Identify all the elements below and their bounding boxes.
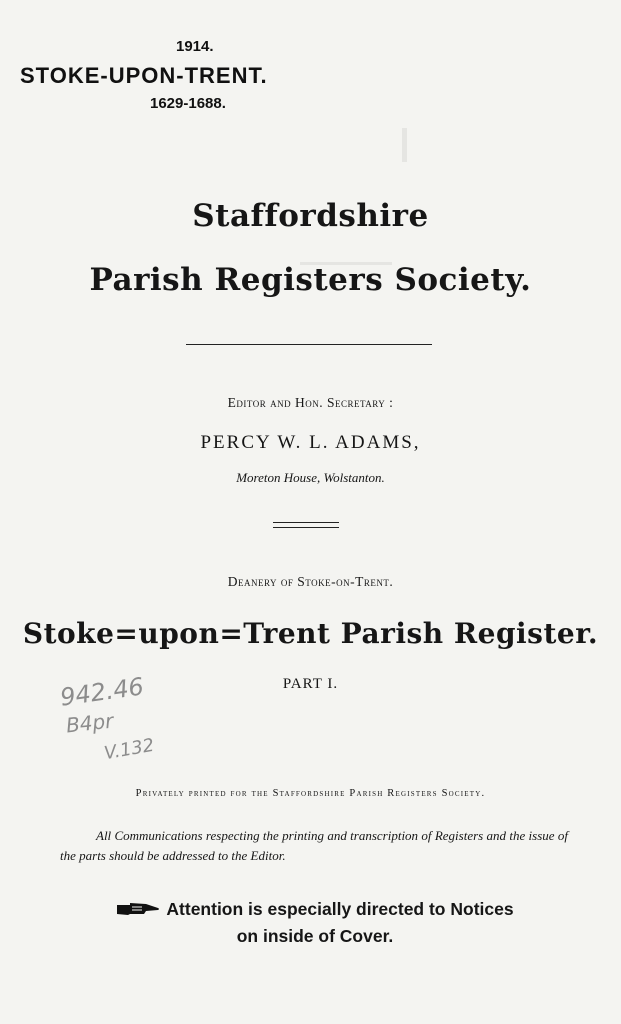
attention-line-1 xyxy=(60,896,570,923)
attention-text-1: Attention is especially directed to Notices xyxy=(166,899,514,919)
handwritten-shelf-mark xyxy=(56,672,186,776)
editor-address: Moreton House, Wolstanton. xyxy=(236,470,385,485)
part-number: PART I. xyxy=(282,676,339,692)
editor-heading: Editor and Hon. Secretary : xyxy=(227,395,394,410)
pointing-hand-icon xyxy=(116,901,160,917)
bleed-through-mark xyxy=(402,128,407,162)
editor-name: PERCY W. L. ADAMS, xyxy=(200,432,421,453)
privately-printed-note: Privately printed for the Staffordshire Parish Registers Society. xyxy=(135,788,486,799)
shelf-mark-line-3: V.132 xyxy=(102,734,156,765)
double-rule-bottom xyxy=(273,527,339,528)
deanery-heading: Deanery of Stoke-on-Trent. xyxy=(227,574,394,589)
shelf-mark-line-1: 942.46 xyxy=(58,672,146,712)
attention-text-2: on inside of Cover. xyxy=(236,926,394,946)
register-title: Stoke=upon=Trent Parish Register. xyxy=(22,617,599,650)
society-title-line-1: Staffordshire xyxy=(192,198,429,234)
stamp-date-range: 1629-1688. xyxy=(150,95,226,112)
communications-note: All Communications respecting the printing and transcription of Registers and the issue of the parts should be addressed to the Editor. xyxy=(60,828,568,863)
divider-rule xyxy=(186,344,432,345)
stamp-place: STOKE-UPON-TRENT. xyxy=(20,63,268,88)
society-title-line-2: Parish Registers Society. xyxy=(89,262,532,298)
attention-notice xyxy=(60,896,570,950)
shelf-mark-line-2: B4pr xyxy=(64,708,115,738)
stamp-year: 1914. xyxy=(176,38,214,55)
double-rule-top xyxy=(273,522,339,523)
